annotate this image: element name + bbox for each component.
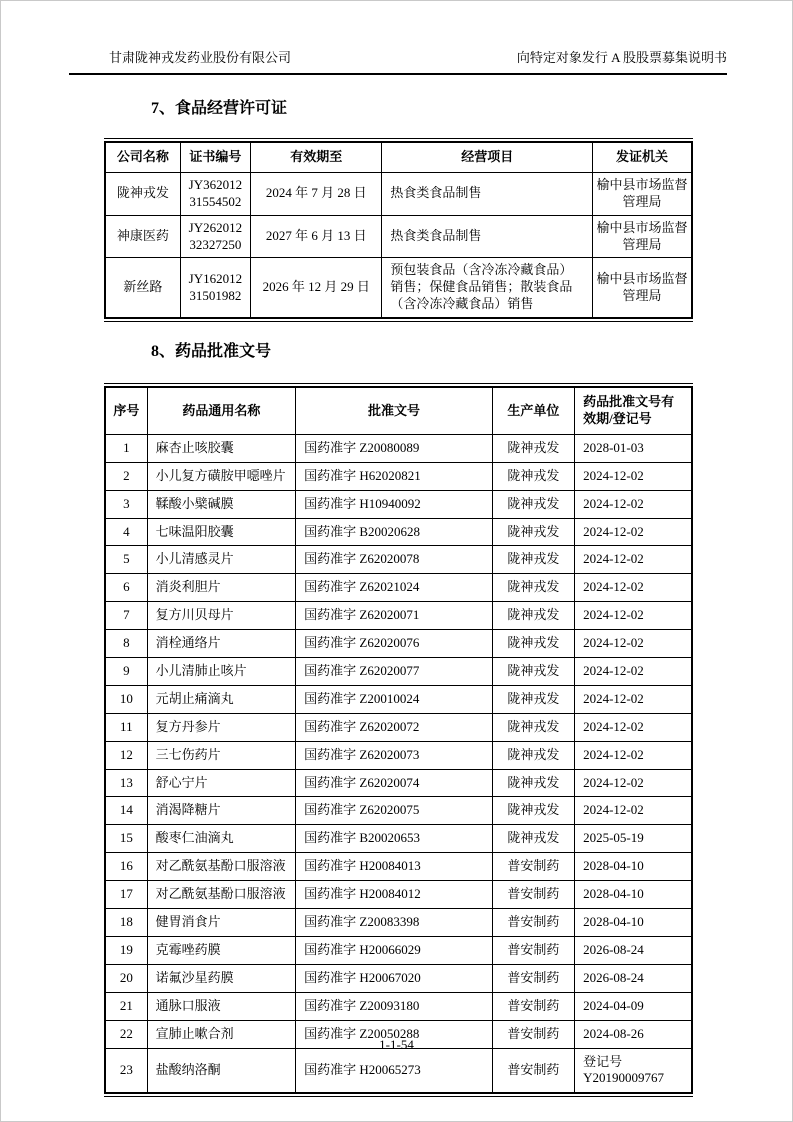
approval-no-cell: 国药准字 H62020821 xyxy=(296,462,493,490)
index-cell: 10 xyxy=(105,685,147,713)
table-row xyxy=(105,258,692,318)
producer-cell: 陇神戎发 xyxy=(492,574,574,602)
index-cell: 21 xyxy=(105,992,147,1020)
producer-cell: 陇神戎发 xyxy=(492,602,574,630)
table-row xyxy=(105,602,692,630)
table-row xyxy=(105,936,692,964)
index-cell: 15 xyxy=(105,825,147,853)
table-row xyxy=(105,881,692,909)
drug-name-cell: 消栓通络片 xyxy=(147,630,296,658)
approval-no-cell: 国药准字 Z20080089 xyxy=(296,434,493,462)
section-title-drug-approval: 8、药品批准文号 xyxy=(151,343,272,361)
table-row xyxy=(105,546,692,574)
index-cell: 2 xyxy=(105,462,147,490)
table-row xyxy=(105,713,692,741)
producer-cell: 普安制药 xyxy=(492,936,574,964)
table-row xyxy=(105,992,692,1020)
column-header-issuer: 发证机关 xyxy=(593,142,692,172)
table-row xyxy=(105,658,692,686)
drug-name-cell: 复方川贝母片 xyxy=(147,602,296,630)
drug-name-cell: 舒心宁片 xyxy=(147,769,296,797)
column-header-index: 序号 xyxy=(105,387,147,434)
company-cell: 新丝路 xyxy=(105,258,180,318)
index-cell: 12 xyxy=(105,741,147,769)
expiry-cell: 2024-12-02 xyxy=(575,462,692,490)
business-scope-cell: 热食类食品制售 xyxy=(382,172,593,215)
drug-name-cell: 鞣酸小檗碱膜 xyxy=(147,490,296,518)
issuer-cell: 榆中县市场监督管理局 xyxy=(593,172,692,215)
column-header-approval-no: 批准文号 xyxy=(296,387,493,434)
approval-no-cell: 国药准字 H20084012 xyxy=(296,881,493,909)
producer-cell: 陇神戎发 xyxy=(492,685,574,713)
header-company-name: 甘肃陇神戎发药业股份有限公司 xyxy=(109,50,292,65)
section-title-food-license: 7、食品经营许可证 xyxy=(151,100,288,117)
company-cell: 神康医药 xyxy=(105,215,180,258)
index-cell: 3 xyxy=(105,490,147,518)
header-document-title: 向特定对象发行 A 股股票募集说明书 xyxy=(516,50,727,65)
table-row xyxy=(105,172,692,215)
producer-cell: 普安制药 xyxy=(492,853,574,881)
column-header-scope: 经营项目 xyxy=(382,142,593,172)
drug-name-cell: 宣肺止嗽合剂 xyxy=(147,1020,296,1048)
table-row xyxy=(105,853,692,881)
producer-cell: 陇神戎发 xyxy=(492,546,574,574)
column-header-drug-name: 药品通用名称 xyxy=(147,387,296,434)
approval-no-cell: 国药准字 Z20083398 xyxy=(296,909,493,937)
drug-name-cell: 小儿清感灵片 xyxy=(147,546,296,574)
issuer-cell: 榆中县市场监督管理局 xyxy=(593,215,692,258)
index-cell: 19 xyxy=(105,936,147,964)
expiry-cell: 登记号 Y20190009767 xyxy=(575,1048,692,1093)
cert-no-cell: JY162012 31501982 xyxy=(180,258,250,318)
table-row xyxy=(105,741,692,769)
approval-no-cell: 国药准字 Z62020075 xyxy=(296,797,493,825)
approval-no-cell: 国药准字 H20066029 xyxy=(296,936,493,964)
page-number: 1-1-54 xyxy=(379,1037,414,1052)
drug-name-cell: 对乙酰氨基酚口服溶液 xyxy=(147,881,296,909)
expiry-cell: 2024-12-02 xyxy=(575,797,692,825)
table-row xyxy=(105,518,692,546)
food-license-table-body xyxy=(105,172,692,318)
table-row xyxy=(105,434,692,462)
approval-no-cell: 国药准字 Z62020076 xyxy=(296,630,493,658)
approval-no-cell: 国药准字 B20020628 xyxy=(296,518,493,546)
approval-no-cell: 国药准字 Z62020077 xyxy=(296,658,493,686)
expiry-cell: 2024-12-02 xyxy=(575,713,692,741)
producer-cell: 陇神戎发 xyxy=(492,518,574,546)
table-row xyxy=(105,825,692,853)
drug-name-cell: 酸枣仁油滴丸 xyxy=(147,825,296,853)
expiry-cell: 2024-12-02 xyxy=(575,741,692,769)
approval-no-cell: 国药准字 Z20050288 xyxy=(296,1020,493,1048)
approval-no-cell: 国药准字 Z62020072 xyxy=(296,713,493,741)
business-scope-cell: 预包装食品（含冷冻冷藏食品）销售；保健食品销售；散装食品（含冷冻冷藏食品）销售 xyxy=(382,258,593,318)
drug-name-cell: 健胃消食片 xyxy=(147,909,296,937)
drug-name-cell: 小儿清肺止咳片 xyxy=(147,658,296,686)
producer-cell: 陇神戎发 xyxy=(492,825,574,853)
food-license-table xyxy=(104,141,693,319)
drug-approval-table xyxy=(104,386,693,1094)
producer-cell: 普安制药 xyxy=(492,1020,574,1048)
approval-no-cell: 国药准字 H10940092 xyxy=(296,490,493,518)
valid-until-cell: 2027 年 6 月 13 日 xyxy=(250,215,381,258)
table-row xyxy=(105,769,692,797)
index-cell: 17 xyxy=(105,881,147,909)
index-cell: 4 xyxy=(105,518,147,546)
valid-until-cell: 2026 年 12 月 29 日 xyxy=(250,258,381,318)
drug-approval-table-wrapper xyxy=(104,383,693,1097)
table-row xyxy=(105,964,692,992)
approval-no-cell: 国药准字 Z62020073 xyxy=(296,741,493,769)
table-row xyxy=(105,1048,692,1093)
drug-name-cell: 复方丹参片 xyxy=(147,713,296,741)
company-cell: 陇神戎发 xyxy=(105,172,180,215)
expiry-cell: 2025-05-19 xyxy=(575,825,692,853)
index-cell: 5 xyxy=(105,546,147,574)
producer-cell: 陇神戎发 xyxy=(492,630,574,658)
expiry-cell: 2024-12-02 xyxy=(575,490,692,518)
drug-name-cell: 元胡止痛滴丸 xyxy=(147,685,296,713)
producer-cell: 普安制药 xyxy=(492,881,574,909)
header-row xyxy=(105,387,692,434)
expiry-cell: 2028-04-10 xyxy=(575,853,692,881)
index-cell: 1 xyxy=(105,434,147,462)
drug-name-cell: 小儿复方磺胺甲噁唑片 xyxy=(147,462,296,490)
table-row xyxy=(105,574,692,602)
approval-no-cell: 国药准字 Z62020074 xyxy=(296,769,493,797)
producer-cell: 普安制药 xyxy=(492,1048,574,1093)
table-row xyxy=(105,909,692,937)
producer-cell: 普安制药 xyxy=(492,992,574,1020)
producer-cell: 陇神戎发 xyxy=(492,462,574,490)
expiry-cell: 2024-12-02 xyxy=(575,574,692,602)
page-content xyxy=(104,85,693,1097)
drug-approval-table-body xyxy=(105,434,692,1093)
drug-name-cell: 克霉唑药膜 xyxy=(147,936,296,964)
approval-no-cell: 国药准字 H20065273 xyxy=(296,1048,493,1093)
index-cell: 13 xyxy=(105,769,147,797)
table-row xyxy=(105,215,692,258)
business-scope-cell: 热食类食品制售 xyxy=(382,215,593,258)
producer-cell: 陇神戎发 xyxy=(492,741,574,769)
cert-no-cell: JY362012 31554502 xyxy=(180,172,250,215)
drug-name-cell: 通脉口服液 xyxy=(147,992,296,1020)
index-cell: 11 xyxy=(105,713,147,741)
expiry-cell: 2024-08-26 xyxy=(575,1020,692,1048)
index-cell: 7 xyxy=(105,602,147,630)
expiry-cell: 2028-04-10 xyxy=(575,881,692,909)
column-header-company: 公司名称 xyxy=(105,142,180,172)
column-header-valid-until: 有效期至 xyxy=(250,142,381,172)
producer-cell: 陇神戎发 xyxy=(492,797,574,825)
approval-no-cell: 国药准字 B20020653 xyxy=(296,825,493,853)
table-row xyxy=(105,462,692,490)
approval-no-cell: 国药准字 Z62021024 xyxy=(296,574,493,602)
food-license-table-wrapper xyxy=(104,138,693,322)
producer-cell: 陇神戎发 xyxy=(492,769,574,797)
drug-name-cell: 对乙酰氨基酚口服溶液 xyxy=(147,853,296,881)
drug-name-cell: 三七伤药片 xyxy=(147,741,296,769)
expiry-cell: 2024-12-02 xyxy=(575,518,692,546)
approval-no-cell: 国药准字 Z20010024 xyxy=(296,685,493,713)
expiry-cell: 2024-12-02 xyxy=(575,546,692,574)
expiry-cell: 2024-12-02 xyxy=(575,658,692,686)
index-cell: 22 xyxy=(105,1020,147,1048)
drug-name-cell: 消炎利胆片 xyxy=(147,574,296,602)
issuer-cell: 榆中县市场监督管理局 xyxy=(593,258,692,318)
table-row xyxy=(105,685,692,713)
index-cell: 16 xyxy=(105,853,147,881)
expiry-cell: 2024-04-09 xyxy=(575,992,692,1020)
producer-cell: 陇神戎发 xyxy=(492,658,574,686)
index-cell: 18 xyxy=(105,909,147,937)
drug-name-cell: 消渴降糖片 xyxy=(147,797,296,825)
producer-cell: 普安制药 xyxy=(492,909,574,937)
column-header-producer: 生产单位 xyxy=(492,387,574,434)
drug-name-cell: 盐酸纳洛酮 xyxy=(147,1048,296,1093)
header-row xyxy=(105,142,692,172)
page-header xyxy=(69,47,727,75)
expiry-cell: 2024-12-02 xyxy=(575,685,692,713)
expiry-cell: 2024-12-02 xyxy=(575,630,692,658)
approval-no-cell: 国药准字 Z62020071 xyxy=(296,602,493,630)
index-cell: 20 xyxy=(105,964,147,992)
index-cell: 9 xyxy=(105,658,147,686)
column-header-expiry: 药品批准文号有效期/登记号 xyxy=(575,387,692,434)
drug-name-cell: 七味温阳胶囊 xyxy=(147,518,296,546)
table-row xyxy=(105,630,692,658)
drug-name-cell: 麻杏止咳胶囊 xyxy=(147,434,296,462)
approval-no-cell: 国药准字 H20084013 xyxy=(296,853,493,881)
index-cell: 6 xyxy=(105,574,147,602)
producer-cell: 普安制药 xyxy=(492,964,574,992)
approval-no-cell: 国药准字 H20067020 xyxy=(296,964,493,992)
expiry-cell: 2028-04-10 xyxy=(575,909,692,937)
approval-no-cell: 国药准字 Z62020078 xyxy=(296,546,493,574)
expiry-cell: 2028-01-03 xyxy=(575,434,692,462)
index-cell: 23 xyxy=(105,1048,147,1093)
expiry-cell: 2026-08-24 xyxy=(575,964,692,992)
expiry-cell: 2024-12-02 xyxy=(575,602,692,630)
expiry-cell: 2026-08-24 xyxy=(575,936,692,964)
cert-no-cell: JY262012 32327250 xyxy=(180,215,250,258)
approval-no-cell: 国药准字 Z20093180 xyxy=(296,992,493,1020)
table-row xyxy=(105,490,692,518)
valid-until-cell: 2024 年 7 月 28 日 xyxy=(250,172,381,215)
table-row xyxy=(105,797,692,825)
drug-approval-table-head xyxy=(105,387,692,434)
index-cell: 8 xyxy=(105,630,147,658)
producer-cell: 陇神戎发 xyxy=(492,713,574,741)
producer-cell: 陇神戎发 xyxy=(492,434,574,462)
producer-cell: 陇神戎发 xyxy=(492,490,574,518)
drug-name-cell: 诺氟沙星药膜 xyxy=(147,964,296,992)
index-cell: 14 xyxy=(105,797,147,825)
column-header-cert-no: 证书编号 xyxy=(180,142,250,172)
food-license-table-head xyxy=(105,142,692,172)
expiry-cell: 2024-12-02 xyxy=(575,769,692,797)
